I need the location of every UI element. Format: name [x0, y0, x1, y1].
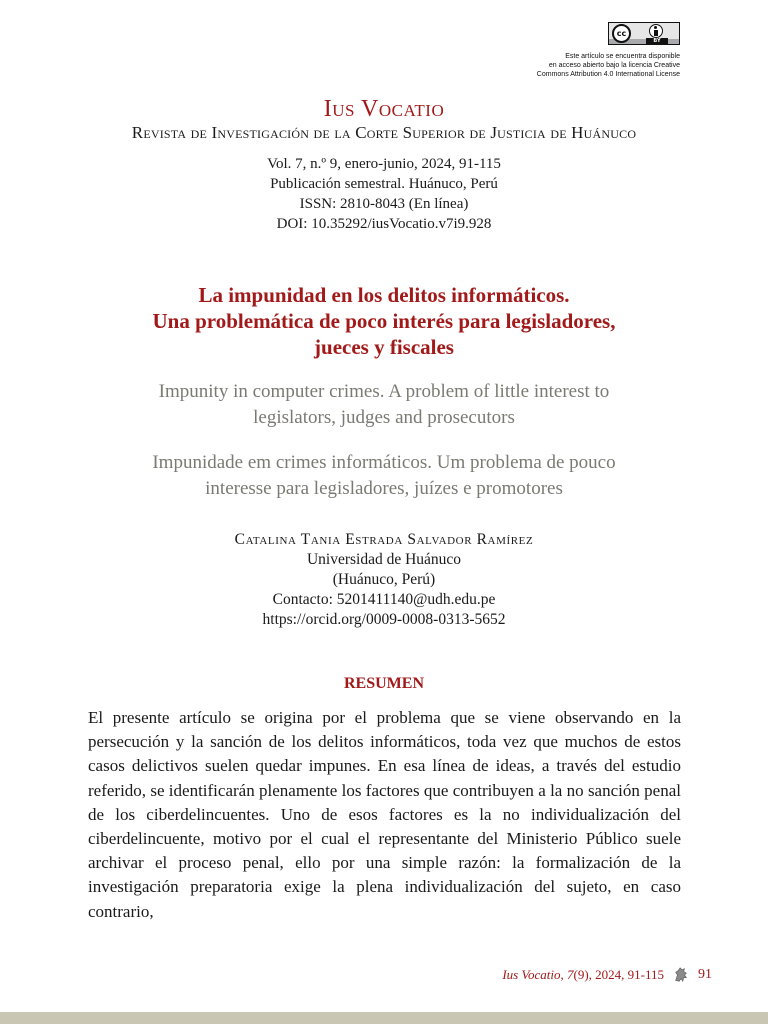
by-person-icon: [649, 24, 663, 38]
license-block: [512, 22, 680, 79]
portuguese-title-line: Impunidade em crimes informáticos. Um problema de pouco: [152, 452, 616, 473]
author-contact[interactable]: Contacto: 5201411140@udh.edu.pe: [272, 591, 496, 608]
article-title: [60, 282, 708, 360]
license-text-line: en acceso abierto bajo la licencia Creative: [548, 62, 680, 69]
bottom-decorative-band: [0, 1012, 768, 1024]
article-title-english: [60, 379, 708, 431]
portuguese-title-line: interesse para legisladores, juízes e promotores: [205, 478, 563, 499]
abstract-heading: RESUMEN: [343, 675, 424, 692]
author-orcid-link[interactable]: https://orcid.org/0009-0008-0313-5652: [262, 611, 506, 628]
license-text-line: Commons Attribution 4.0 International License: [536, 71, 680, 78]
cc-by-license-badge[interactable]: [608, 22, 680, 45]
publication-info: Publicación semestral. Huánuco, Perú: [270, 176, 498, 192]
doi-link[interactable]: DOI: 10.35292/iusVocatio.v7i9.928: [276, 216, 492, 232]
author-name: Catalina Tania Estrada Salvador Ramírez: [234, 531, 534, 548]
lion-emblem-icon: [672, 966, 690, 984]
author-affiliation: Universidad de Huánuco: [306, 551, 462, 568]
issn-info: ISSN: 2810-8043 (En línea): [299, 196, 469, 212]
article-title-line: Una problemática de poco interés para legisladores,: [152, 309, 616, 333]
article-title-line: La impunidad en los delitos informáticos.: [198, 283, 570, 307]
footer-journal-ref: Ius Vocatio, 7: [502, 967, 574, 982]
cc-by-label: BY: [646, 38, 668, 45]
license-text: [512, 52, 680, 79]
volume-info: Vol. 7, n.º 9, enero-junio, 2024, 91-115: [267, 156, 501, 172]
abstract-text: El presente artículo se origina por el problema que se viene observando en la persecución y la sanción de los delitos informáticos, toda vez que muchos de estos casos delictivos suelen quedar impunes. En esa línea de ideas, a través del estudio referido, se identificarán plenamente los factores que contribuyen a la no sanción penal de los ciberdelincuentes. Uno de esos factores es la no individualización del ciberdelincuente, motivo por el cual el representante del Ministerio Público suele archivar el proceso penal, ello por una simple razón: la formalización de la investigación preparatoria exige la plena individualización del sujeto, en caso contrario,: [88, 708, 681, 921]
article-title-line: jueces y fiscales: [314, 335, 454, 359]
page-number: 91: [698, 967, 712, 982]
english-title-line: Impunity in computer crimes. A problem of little interest to: [158, 381, 610, 402]
journal-metadata: [0, 154, 768, 234]
article-title-portuguese: [60, 450, 708, 502]
footer-citation: [502, 967, 664, 983]
footer-citation-rest: (9), 2024, 91-115: [573, 967, 664, 982]
journal-subtitle: Revista de Investigación de la Corte Superior de Justicia de Huánuco: [131, 123, 637, 142]
journal-title: Ius Vocatio: [323, 96, 445, 122]
cc-logo-icon: cc: [612, 24, 631, 43]
author-block: [0, 530, 768, 630]
license-text-line: Este artículo se encuentra disponible: [565, 53, 680, 60]
english-title-line: legislators, judges and prosecutors: [253, 407, 515, 428]
page-footer: [502, 966, 712, 984]
author-location: (Huánuco, Perú): [332, 571, 436, 588]
